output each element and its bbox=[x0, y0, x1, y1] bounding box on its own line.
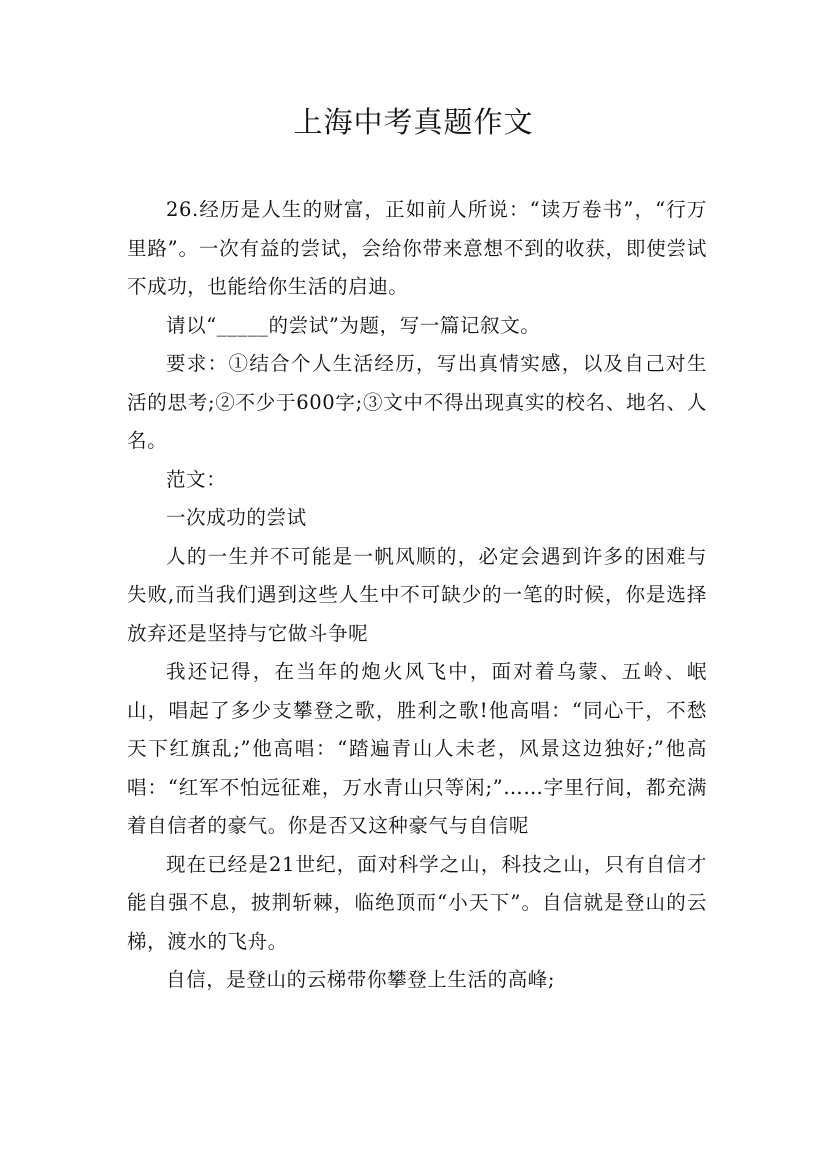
essay-paragraph: 现在已经是21世纪，面对科学之山，科技之山，只有自信才能自强不息，披荆斩棘，临绝顶而“小天下”。自信就是登山的云梯，渡水的飞舟。 bbox=[127, 852, 707, 953]
sample-label: 范文： bbox=[166, 467, 227, 491]
essay-paragraph: 人的一生并不可能是一帆风顺的，必定会遇到许多的困难与失败,而当我们遇到这些人生中不可缺少的一笔的时候，你是选择放弃还是坚持与它做斗争呢 bbox=[127, 544, 707, 645]
essay-paragraph: 自信，是登山的云梯带你攀登上生活的高峰; bbox=[166, 968, 556, 991]
requirements-paragraph: 要求：①结合个人生活经历，写出真情实感，以及自己对生活的思考;②不少于600字;③文中不得出现真实的校名、地名、人名。 bbox=[127, 352, 707, 452]
essay-paragraph: 我还记得，在当年的炮火风飞中，面对着乌蒙、五岭、岷山，唱起了多少支攀登之歌，胜利之歌!他高唱：“同心干，不愁天下红旗乱;”他高唱：“踏遍青山人未老，风景这边独好;”他高唱：“红军不怕远征难，万水青山只等闲;”……字里行间，都充满着自信者的豪气。你是否又这种豪气与自信呢 bbox=[127, 660, 707, 837]
document-body bbox=[127, 191, 707, 1000]
topic-instruction: 请以“_____的尝试”为题，写一篇记叙文。 bbox=[166, 313, 541, 337]
document-title: 上海中考真题作文 bbox=[293, 105, 534, 139]
question-paragraph: 26.经历是人生的财富，正如前人所说：“读万卷书”，“行万里路”。一次有益的尝试，会给你带来意想不到的收获，即使尝试不成功，也能给你生活的启迪。 bbox=[127, 198, 707, 298]
essay-title: 一次成功的尝试 bbox=[166, 506, 307, 529]
